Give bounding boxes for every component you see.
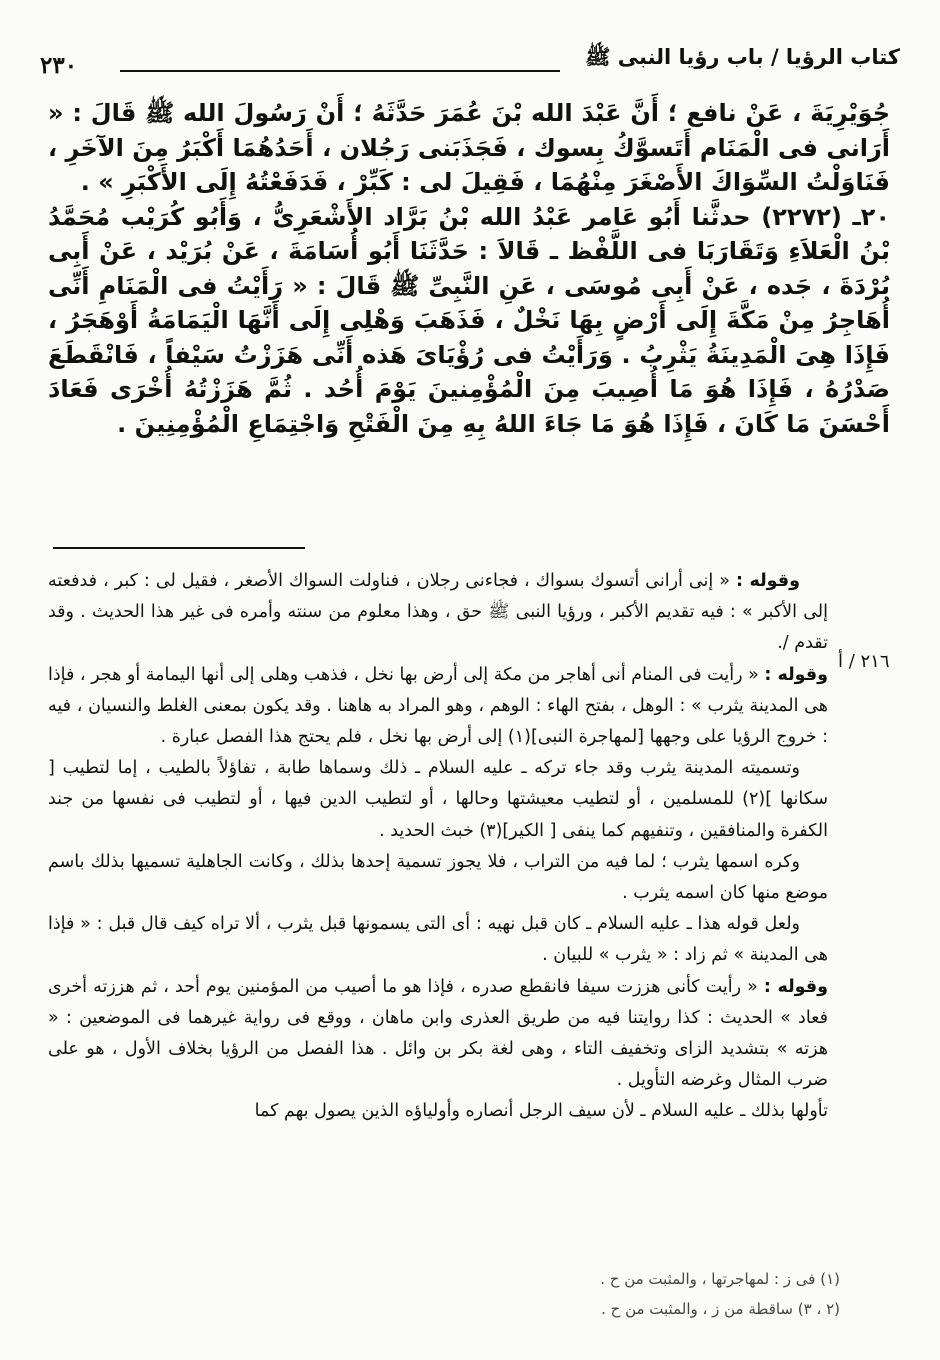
commentary-paragraph: وتسميته المدينة يثرب وقد جاء تركه ـ عليه السلام ـ ذلك وسماها طابة ، تفاؤلاً بالطيب ، إما لتطيب [ سكانها ](٢) للمسلمين ، أو لتطيب معيشتها وحالها ، أو لتطيب الدين فيها ، أو لتطيب فى نفسها من جند الكفرة والمنافقين ، وتنفيهم كما ينفى [ الكير](٣) خبث الحديد . (48, 758, 828, 841)
manuscript-folio-ref: ٢١٦ / أ (838, 651, 890, 672)
commentary-text: « إنى أرانى أتسوك بسواك ، فجاءنى رجلان ، فناولت السواك الأصغر ، فقيل لى : كبر ، فدفعته إلى الأكبر » : فيه تقديم الأكبر ، ورؤيا النبى ﷺ حق ، وهذا معلوم من سنته وأمره فى غير هذا الحديث . وقد تقدم /. (48, 571, 828, 654)
commentary-paragraph (48, 566, 828, 660)
running-header (40, 44, 900, 84)
footnote-separator (53, 547, 305, 549)
footnote: (٢ ، ٣) ساقطة من ز ، والمثبت من ح . (601, 1300, 840, 1318)
running-title: كتاب الرؤيا / باب رؤيا النبى ﷺ (585, 45, 900, 69)
commentary-paragraph (48, 660, 828, 754)
header-rule (120, 70, 560, 72)
commentary-paragraph: ولعل قوله هذا ـ عليه السلام ـ كان قبل نهيه : أى التى يسمونها قبل يثرب ، ألا تراه كيف قال قبل : « فإذا هى المدينة » ثم زاد : « يثرب » للبيان . (48, 914, 828, 966)
hadith-paragraph (48, 200, 890, 442)
commentary-text: « رأيت فى المنام أنى أهاجر من مكة إلى أرض بها نخل ، فذهب وهلى إلى أنها اليمامة أو هجر ، فإذا هى المدينة يثرب » : الوهل ، بفتح الهاء : الوهم ، وهو المراد به هاهنا . وقد يكون بمعنى الغلط والنسيان ، فيه : خروج الرؤيا على وجهها [لمهاجرة النبى](١) إلى أرض بها نخل ، فلم يحتج هذا الفصل عبارة . (48, 664, 828, 748)
commentary-paragraph: وكره اسمها يثرب ؛ لما فيه من التراب ، فلا يجوز تسمية إحدها بذلك ، وكانت الجاهلية تسميها بذلك باسم موضع منها كان اسمه يثرب . (48, 851, 828, 904)
commentary-text: « رأيت كأنى هززت سيفا فانقطع صدره ، فإذا هو ما أصيب من المؤمنين يوم أحد ، ثم هززته أخرى فعاد » الحديث : كذا روايتنا فيه من طريق العذرى وابن ماهان ، ووقع فى رواية غيرهما فى الموضعين : « هزته » بتشديد الزاى وتخفيف التاء ، وهى لغة بكر بن وائل . هذا الفصل من الرؤيا بخلاف الأول ، هو على ضرب المثال وغرضه التأويل . (48, 976, 828, 1091)
hadith-number: ٢٠ـ (٢٢٧٢) (761, 202, 891, 231)
footnotes (510, 1264, 840, 1324)
commentary-paragraph: تأولها بذلك ـ عليه السلام ـ لأن سيف الرجل أنصاره وأولياؤه الذين يصول بهم كما (254, 1101, 828, 1122)
commentary-lead: وقوله : (763, 976, 828, 997)
hadith-text (48, 96, 890, 441)
commentary-paragraph (48, 972, 828, 1097)
commentary-lead: وقوله : (764, 664, 828, 685)
commentary (48, 566, 828, 1128)
hadith-body: حدثَّنا أَبُو عَامر عَبْدُ الله بْنُ بَرَّاد الأَشْعَرِىُّ ، وَأَبُو كُرَيْب مُحَمَّدُ بْنُ الْعَلاَءِ وَتَقَارَبَا فى اللَّفْظ ـ قَالاَ : حَدَّثَنَا أَبُو أُسَامَةَ ، عَنْ بُرَيْد ، عَنْ أَبِى بُرْدَةَ ، جَده ، عَنْ أَبِى مُوسَى ، عَنِ النَّبِىِّ ﷺ قَالَ : « رَأَيْتُ فى الْمَنَامِ أَنِّى أُهَاجِرُ مِنْ مَكَّةَ إِلَى أَرْضٍ بِهَا نَخْلٌ ، فَذَهَبَ وَهْلِى إِلَى أَنَّهَا الْيَمَامَةُ أَوْهَجَرُ ، فَإِذَا هِىَ الْمَدِينَةُ يَثْرِبُ . وَرَأَيْتُ فى رُؤْيَاىَ هَذه أَنِّى هَزَزْتُ سَيْفاً ، فَانْقَطَعَ صَدْرُهُ ، فَإِذَا هُوَ مَا أُصِيبَ مِنَ الْمُؤْمِنينَ يَوْمَ أُحُد . ثُمَّ هَزَزْتُهُ أُخْرَى فَعَادَ أَحْسَنَ مَا كَانَ ، فَإِذَا هُوَ مَا جَاءَ اللهُ بِهِ مِنَ الْفَتْحِ وَاجْتِمَاعِ الْمُؤْمِنِينَ . (48, 202, 890, 438)
page-number: ٢٣٠ (40, 52, 78, 79)
footnote: (١) فى ز : لمهاجرتها ، والمثبت من ح . (600, 1270, 840, 1288)
hadith-paragraph: جُوَيْرِيَةَ ، عَنْ نافع ؛ أَنَّ عَبْدَ الله بْنَ عُمَرَ حَدَّثَهُ ؛ أَنْ رَسُولَ الله ﷺ قَالَ : « أَرَانى فى الْمَنَام أَتَسوَّكُ بِسوك ، فَجَذَبَنى رَجُلان ، أَحَدُهُمَا أَكْبَرُ مِنَ الآخَرِ ، فَنَاوَلْتُ السِّوَاكَ الأَصْغَرَ مِنْهُمَا ، فَقِيلَ لى : كَبِّرْ ، فَدَفَعْتُهُ إِلَى الأَكْبَرِ » . (48, 99, 890, 196)
commentary-lead: وقوله : (735, 571, 800, 591)
